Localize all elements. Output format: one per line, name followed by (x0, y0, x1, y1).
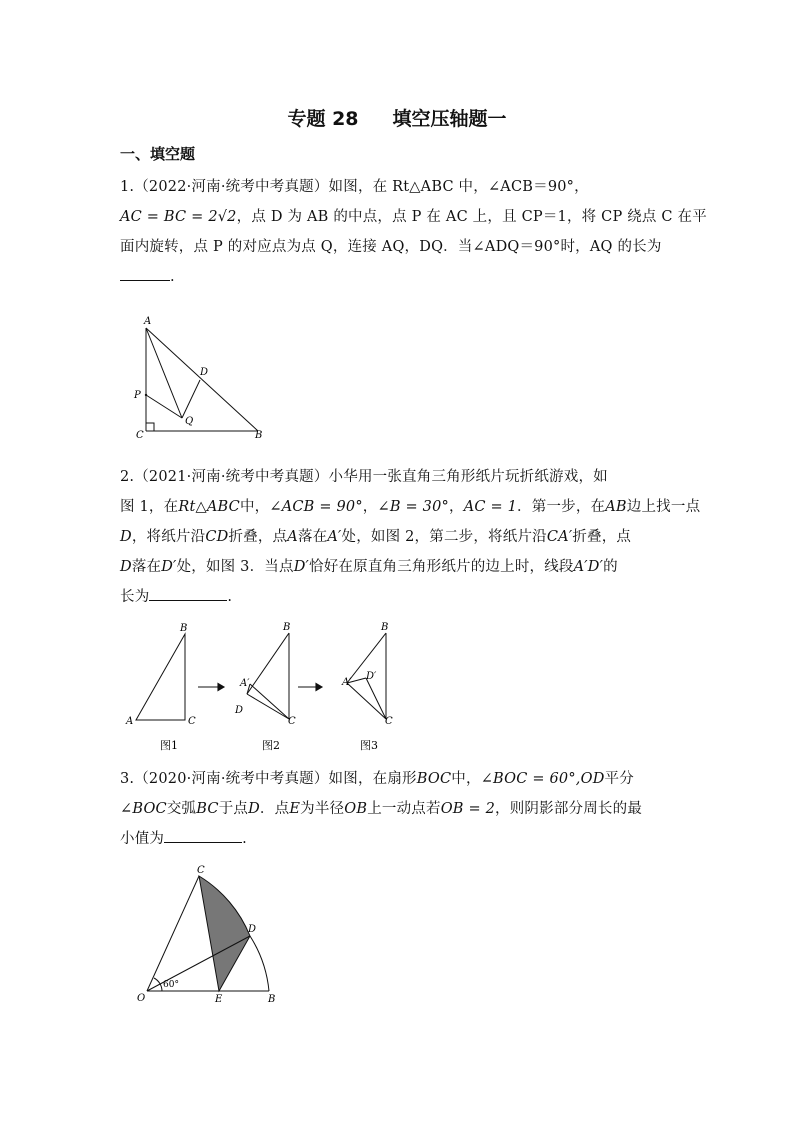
q3-text: 交弧 (166, 801, 197, 817)
q1-line-3: 面内旋转，点 P 的对应点为点 Q，连接 AQ，DQ．当∠ADQ＝90°时，AQ 的长为 (120, 239, 662, 255)
q2-text: 边上找一点 (626, 499, 701, 515)
q3-math: D (248, 801, 260, 817)
q1-segment-aq (146, 328, 182, 418)
page-title (0, 104, 794, 131)
q3-math: BC (196, 801, 219, 817)
q2-text: 折叠，点 (228, 529, 288, 545)
q2-math: D′ (293, 559, 310, 575)
q2-math: CA′ (546, 529, 573, 545)
q3-label-o: O (137, 993, 146, 1004)
q2-fig1-triangle (136, 634, 185, 720)
q3-text: 上一动点若 (367, 801, 441, 817)
title-number: 专题 28 (287, 108, 359, 130)
q2-figure-2 (247, 633, 289, 719)
arrow-right-icon (298, 684, 322, 691)
q1-line-2 (120, 202, 707, 232)
q3-math: OB (344, 801, 368, 817)
q2-fig3-segment-d1c (366, 678, 386, 719)
q1-segment-pq (146, 395, 182, 418)
q3-line-3 (120, 824, 680, 854)
q2-math: AB (605, 499, 627, 515)
q2-fig1-label-c: C (188, 716, 196, 727)
q3-line-1 (120, 764, 680, 794)
q1-answer-blank[interactable] (120, 279, 170, 281)
q2-text: ．第一步，在 (517, 499, 606, 515)
q1-segment-dq (182, 380, 200, 418)
q3-label-d: D (248, 924, 257, 935)
q3-text: ．点 (259, 801, 290, 817)
q2-fig2-label-c: C (288, 716, 296, 727)
q2-fig1-label-a: A (126, 716, 134, 727)
q3-arc-db (250, 936, 269, 991)
q3-label-angle: 60° (163, 980, 179, 990)
q2-fig2-caption: 图2 (262, 739, 280, 752)
q2-fig2-segment-a1c (250, 684, 289, 719)
q3-answer-blank[interactable] (164, 841, 242, 843)
q3-text: ，则阴影部分周长的最 (495, 801, 643, 817)
q3-segment-oc (147, 876, 199, 991)
question-3 (120, 764, 680, 854)
q2-figures (120, 616, 420, 761)
q3-text: 小值为 (120, 831, 165, 847)
q3-label-c: C (197, 865, 205, 876)
section-heading: 一、填空题 (120, 145, 196, 163)
q2-period: . (227, 589, 233, 605)
q2-line-3 (120, 522, 680, 552)
arrow-right-icon (198, 684, 224, 691)
q2-math: AC = 1 (463, 499, 518, 515)
q3-math: E (289, 801, 301, 817)
question-1 (120, 172, 707, 292)
q2-text: 折叠，点 (572, 529, 632, 545)
q2-answer-blank[interactable] (149, 599, 227, 601)
q3-text: 平分 (604, 771, 634, 787)
q1-line-2-text: ，点 D 为 AB 的中点，点 P 在 AC 上，且 CP＝1，将 CP 绕点 C 在平 (236, 209, 707, 225)
q3-math: BOC (416, 771, 452, 787)
q3-math: OB = 2 (440, 801, 496, 817)
q2-figure-1 (136, 634, 185, 720)
q2-line-2 (120, 492, 701, 522)
q3-text: 为半径 (300, 801, 345, 817)
q1-label-c: C (136, 430, 144, 441)
q2-fig3-label-b: B (381, 622, 389, 633)
q2-math: D (120, 559, 132, 575)
q3-math: ∠BOC (120, 801, 167, 817)
q2-fig1-label-b: B (180, 623, 188, 634)
q1-point-p (145, 394, 147, 396)
q1-math-ac-bc: AC = BC = 2√2 (120, 209, 237, 225)
q2-fig2-segment-dc (247, 694, 289, 719)
q2-text: 落在 (297, 529, 328, 545)
q2-math: A (287, 529, 298, 545)
q2-line-4 (120, 552, 680, 582)
q2-text: 处，如图 2，第二步，将纸片沿 (341, 529, 547, 545)
q2-math: D′ (161, 559, 177, 575)
q3-text: 3.（2020·河南·统考中考真题）如图，在扇形 (120, 771, 417, 787)
q2-text: 图 1，在 (120, 499, 179, 515)
q2-fig2-label-d: D (235, 705, 244, 716)
title-text: 填空压轴题一 (392, 108, 507, 130)
q2-fig3-label-c: C (385, 716, 393, 727)
q2-math: A′ (327, 529, 342, 545)
q3-shaded-region (199, 876, 250, 991)
q2-fig3-caption: 图3 (360, 739, 378, 752)
q2-math: Rt△ABC (178, 499, 240, 515)
q1-figure (125, 312, 275, 442)
q2-line-5 (120, 582, 680, 612)
q2-math: CD (205, 529, 229, 545)
q1-line-1: 1.（2022·河南·统考中考真题）如图，在 Rt△ABC 中，∠ACB＝90°， (120, 179, 589, 195)
q2-math: ∠B = 30° (377, 499, 449, 515)
q1-segment-ab (146, 328, 258, 431)
q2-line-1: 2.（2021·河南·统考中考真题）小华用一张直角三角形纸片玩折纸游戏，如 (120, 469, 608, 485)
q2-text: 处，如图 3．当点 (176, 559, 294, 575)
q2-text: 长为 (120, 589, 150, 605)
q2-math: D (120, 529, 132, 545)
q1-right-angle-mark (146, 423, 154, 431)
q2-math: A′D′ (573, 559, 604, 575)
q2-math: ∠ACB = 90° (269, 499, 363, 515)
q3-text: 于点 (218, 801, 249, 817)
q2-fig2-label-b: B (283, 622, 291, 633)
q1-label-b: B (255, 430, 263, 441)
q1-label-p: P (134, 390, 141, 401)
q2-text: 的 (603, 559, 618, 575)
q2-text: 中， (239, 499, 270, 515)
q2-fig3-label-d1: D′ (366, 671, 377, 682)
q2-text: ， (448, 499, 464, 515)
q1-label-q: Q (185, 416, 194, 427)
q2-fig1-caption: 图1 (160, 739, 178, 752)
q2-fig3-label-a1: A′ (342, 677, 352, 688)
question-2 (120, 462, 701, 612)
q3-line-2 (120, 794, 680, 824)
q2-fig3-segment-a1c (347, 683, 386, 719)
q2-fig2-label-a1: A′ (240, 678, 250, 689)
q2-text: ，将纸片沿 (131, 529, 206, 545)
q2-fig2-segment-bd (247, 633, 289, 694)
q2-text: 恰好在原直角三角形纸片的边上时，线段 (309, 559, 574, 575)
q3-label-b: B (268, 994, 276, 1005)
q3-math: ∠BOC = 60°,OD (480, 771, 605, 787)
q3-period: . (242, 831, 247, 847)
q3-angle-mark (154, 978, 162, 991)
q1-line-4 (120, 262, 680, 292)
q2-text: ， (362, 499, 378, 515)
q3-text: 中， (451, 771, 481, 787)
q1-label-a: A (144, 316, 152, 327)
q3-figure (135, 862, 285, 1007)
q3-label-e: E (215, 994, 223, 1005)
q2-text: 落在 (131, 559, 162, 575)
q1-period: . (170, 269, 175, 285)
q1-label-d: D (200, 367, 209, 378)
